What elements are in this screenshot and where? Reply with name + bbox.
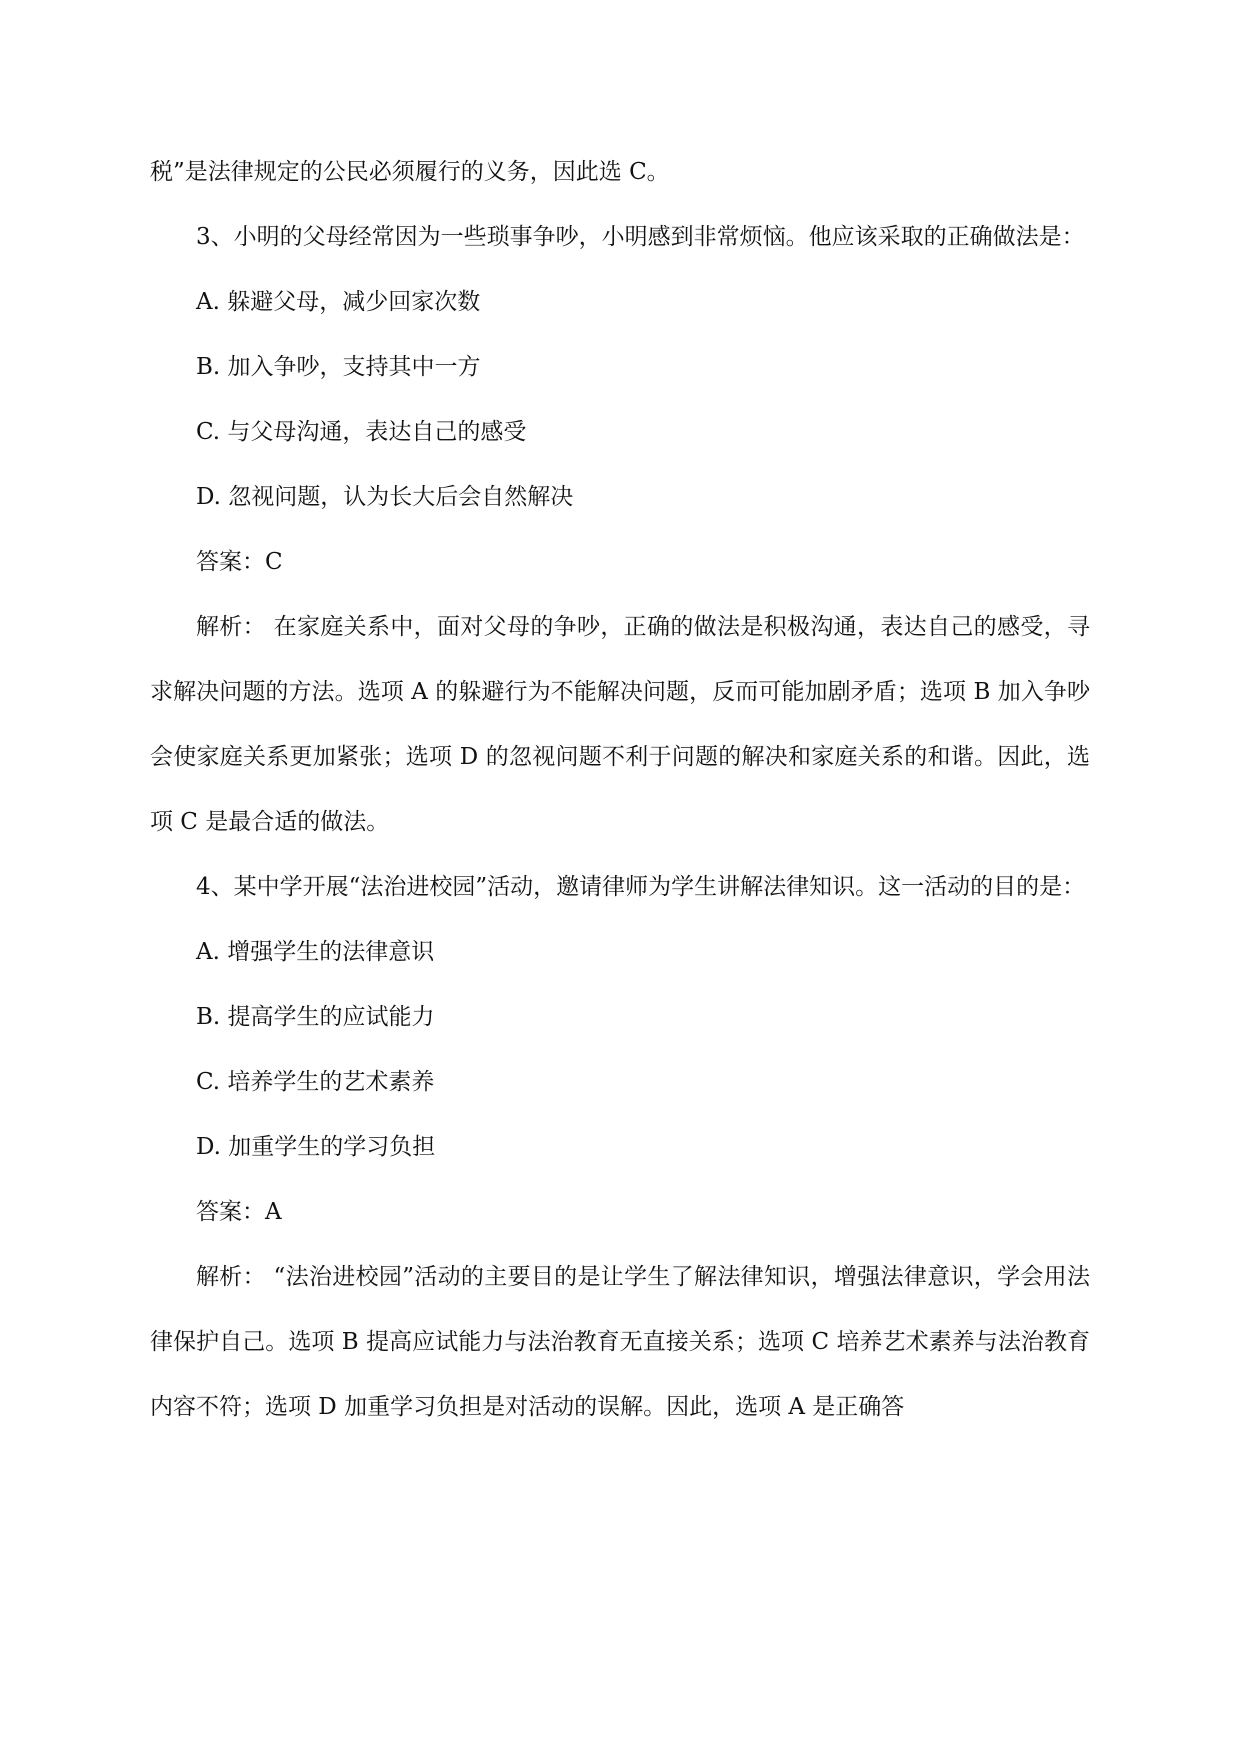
question-3-option-c: C. 与父母沟通，表达自己的感受 (196, 419, 527, 445)
question-4-option-c: C. 培养学生的艺术素养 (196, 1069, 435, 1095)
question-4-option-b: B. 提高学生的应试能力 (196, 1004, 435, 1030)
question-3-answer: 答案：C (196, 549, 283, 575)
question-3-option-b: B. 加入争吵，支持其中一方 (196, 354, 481, 380)
question-4-answer: 答案：A (196, 1199, 282, 1225)
intro-line: 税”是法律规定的公民必须履行的义务，因此选 C。 (150, 159, 670, 185)
question-3-option-a: A. 躲避父母，减少回家次数 (196, 289, 481, 315)
question-3-analysis: 解析： 在家庭关系中，面对父母的争吵，正确的做法是积极沟通，表达自己的感受，寻求解决问题的方法。选项 A 的躲避行为不能解决问题，反而可能加剧矛盾；选项 B 加入争吵会使家庭关系更加紧张；选项 D 的忽视问题不利于问题的解决和家庭关系的和谐。因此，选项 C 是最合适的做法。 (150, 614, 1090, 835)
question-4-option-d: D. 加重学生的学习负担 (196, 1134, 436, 1160)
question-4-stem: 4、某中学开展“法治进校园”活动，邀请律师为学生讲解法律知识。这一活动的目的是： (196, 874, 1086, 900)
question-4-analysis: 解析： “法治进校园”活动的主要目的是让学生了解法律知识，增强法律意识，学会用法律保护自己。选项 B 提高应试能力与法治教育无直接关系；选项 C 培养艺术素养与法治教育内容不符；选项 D 加重学习负担是对活动的误解。因此，选项 A 是正确答 (150, 1264, 1090, 1420)
question-4-option-a: A. 增强学生的法律意识 (196, 939, 435, 965)
document-body (150, 140, 1090, 1440)
question-3-option-d: D. 忽视问题，认为长大后会自然解决 (196, 484, 574, 510)
question-3-stem: 3、小明的父母经常因为一些琐事争吵，小明感到非常烦恼。他应该采取的正确做法是： (196, 224, 1085, 250)
